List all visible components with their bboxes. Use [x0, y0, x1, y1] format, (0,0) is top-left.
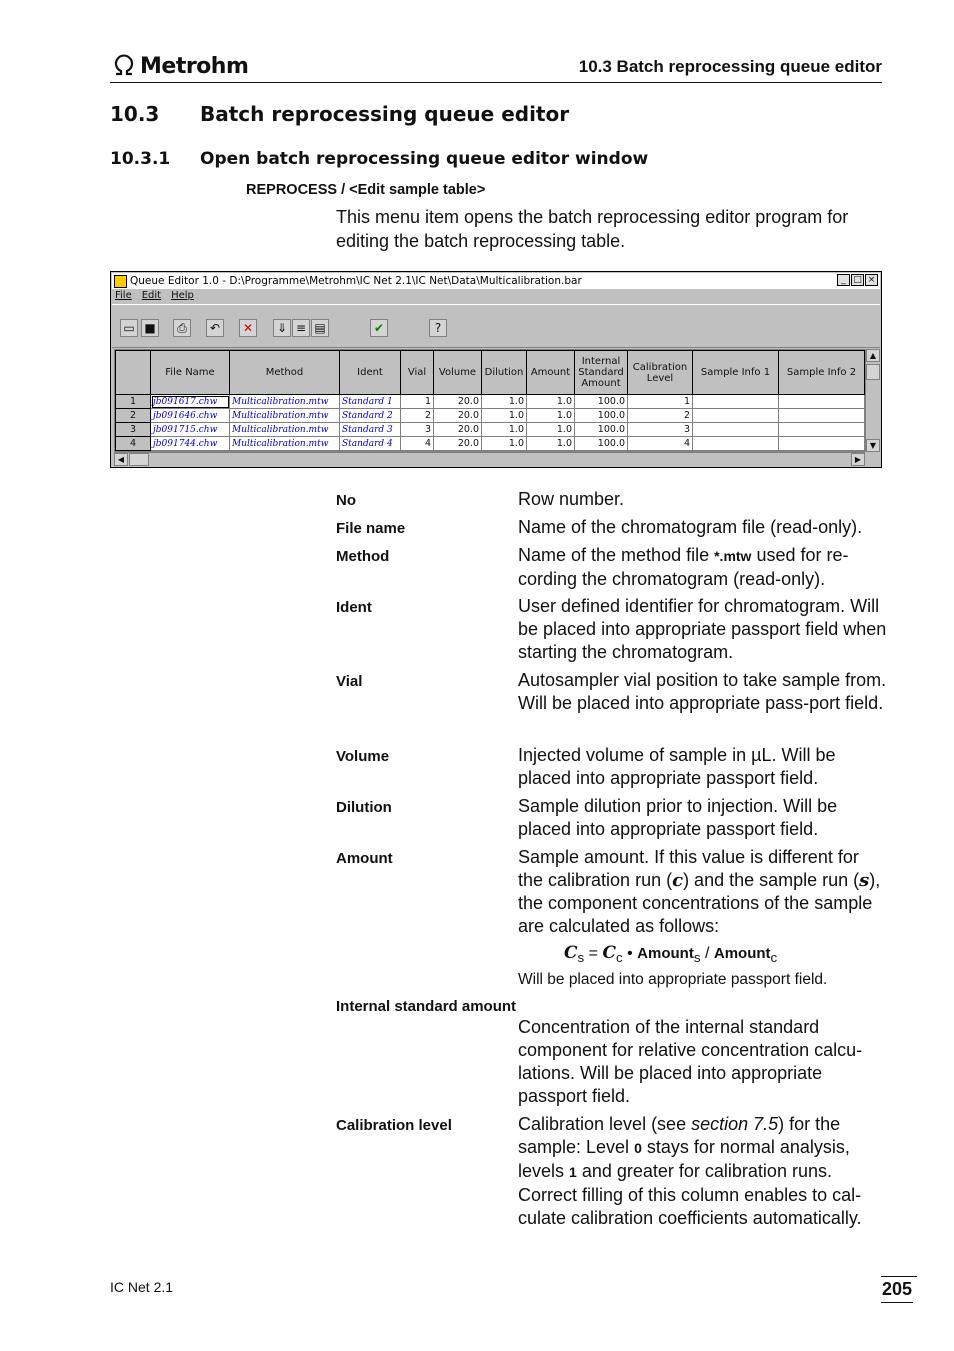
amount-cell[interactable]: 1.0	[527, 395, 575, 409]
dilution-cell[interactable]: 1.0	[482, 395, 527, 409]
section-heading: 10.3 Batch reprocessing queue editor	[110, 102, 570, 126]
column-header[interactable]: Vial	[401, 351, 434, 395]
vial-cell[interactable]: 3	[401, 423, 434, 437]
column-header[interactable]: Sample Info 2	[779, 351, 865, 395]
insert-row-icon[interactable]: ⇓	[273, 319, 291, 337]
column-header[interactable]: Ident	[340, 351, 401, 395]
menu-help[interactable]: Help	[171, 290, 194, 301]
def-no: Row number.	[518, 489, 625, 509]
method-cell[interactable]: Multicalibration.mtw	[230, 437, 340, 451]
table-row[interactable]	[116, 395, 865, 409]
window-title: Queue Editor 1.0 - D:\Programme\Metrohm\IC Net 2.1\IC Net\Data\Multicalibration.bar	[130, 275, 582, 287]
def-internal-standard-amount: Concentration of the internal standard component for relative concentration calcu-lations. Will be placed into appropriate passport field.	[518, 1017, 863, 1106]
def-vial: Autosampler vial position to take sample from. Will be placed into appropriate pass-port field.	[518, 670, 887, 713]
check-icon[interactable]: ✔	[370, 319, 388, 337]
method-cell[interactable]: Multicalibration.mtw	[230, 423, 340, 437]
minimize-button[interactable]: _	[837, 274, 850, 286]
file-cell[interactable]: jb091646.chw	[151, 409, 230, 423]
info1-cell[interactable]	[693, 423, 779, 437]
info1-cell[interactable]	[693, 437, 779, 451]
info2-cell[interactable]	[779, 437, 865, 451]
print-icon[interactable]: ⎙	[173, 319, 191, 337]
undo-icon[interactable]: ↶	[206, 319, 224, 337]
file-cell[interactable]: jb091744.chw	[151, 437, 230, 451]
isa-cell[interactable]: 100.0	[575, 395, 628, 409]
ident-cell[interactable]: Standard 4	[340, 437, 401, 451]
level-cell[interactable]: 4	[628, 437, 693, 451]
column-header[interactable]: Method	[230, 351, 340, 395]
term-dilution: Dilution	[336, 799, 392, 816]
volume-cell[interactable]: 20.0	[434, 409, 482, 423]
column-header[interactable]: Calibration Level	[628, 351, 693, 395]
amount-cell[interactable]: 1.0	[527, 423, 575, 437]
metrohm-logo	[110, 52, 248, 80]
amount-formula: $C_s = C_c$ • Amount$_s$ / Amount$_c$	[564, 943, 778, 966]
dilution-cell[interactable]: 1.0	[482, 437, 527, 451]
hscroll-thumb[interactable]	[129, 453, 149, 466]
info1-cell[interactable]	[693, 409, 779, 423]
running-head: 10.3 Batch reprocessing queue editor	[578, 57, 882, 76]
term-internal-standard-amount: Internal standard amount	[336, 998, 517, 1015]
window-titlebar[interactable]	[112, 273, 880, 289]
method-cell[interactable]: Multicalibration.mtw	[230, 409, 340, 423]
vertical-scrollbar[interactable]	[865, 349, 881, 452]
section-reference: section 7.5	[691, 1114, 779, 1134]
dilution-cell[interactable]: 1.0	[482, 409, 527, 423]
scroll-down-icon[interactable]: ▼	[866, 439, 880, 452]
vial-cell[interactable]: 2	[401, 409, 434, 423]
def-volume: Injected volume of sample in µL. Will be placed into appropriate passport field.	[518, 745, 836, 788]
column-header[interactable]: File Name	[151, 351, 230, 395]
term-method: Method	[336, 548, 390, 565]
column-header[interactable]: Internal Standard Amount	[575, 351, 628, 395]
open-icon[interactable]: ▭	[120, 319, 138, 337]
method-cell[interactable]: Multicalibration.mtw	[230, 395, 340, 409]
ident-cell[interactable]: Standard 1	[340, 395, 401, 409]
column-header[interactable]: Amount	[527, 351, 575, 395]
term-no: No	[336, 492, 356, 509]
isa-cell[interactable]: 100.0	[575, 437, 628, 451]
row-number[interactable]: 3	[116, 423, 151, 437]
maximize-button[interactable]: □	[851, 274, 864, 286]
omega-logo-icon	[110, 52, 138, 80]
file-cell[interactable]: jb091715.chw	[151, 423, 230, 437]
level-cell[interactable]: 3	[628, 423, 693, 437]
term-file-name: File name	[336, 520, 406, 537]
vial-cell[interactable]: 4	[401, 437, 434, 451]
scroll-left-icon[interactable]: ◀	[114, 453, 128, 466]
isa-cell[interactable]: 100.0	[575, 423, 628, 437]
amount-note: Will be placed into appropriate passport field.	[518, 971, 828, 988]
ident-cell[interactable]: Standard 3	[340, 423, 401, 437]
level-cell[interactable]: 2	[628, 409, 693, 423]
page-number-rule	[881, 1276, 917, 1277]
scroll-up-icon[interactable]: ▲	[866, 349, 880, 362]
menu-file[interactable]: File	[115, 290, 132, 301]
def-method: Name of the method file *.mtw used for re-cording the chromatogram (read-only).	[518, 545, 849, 589]
corner-header	[116, 351, 151, 395]
help-icon[interactable]: ?	[429, 319, 447, 337]
def-ident: User defined identifier for chromatogram. Will be placed into appropriate passport field when starting the chromatogram.	[518, 596, 887, 662]
def-file-name: Name of the chromatogram file (read-only).	[518, 517, 863, 537]
subsection-heading: 10.3.1 Open batch reprocessing queue editor window	[110, 149, 649, 169]
toolbar	[112, 304, 880, 348]
volume-cell[interactable]: 20.0	[434, 437, 482, 451]
volume-cell[interactable]: 20.0	[434, 395, 482, 409]
row-number[interactable]: 4	[116, 437, 151, 451]
fill-down-icon[interactable]: ≡	[292, 319, 310, 337]
term-vial: Vial	[336, 673, 363, 690]
info2-cell[interactable]	[779, 423, 865, 437]
menu-bar	[115, 290, 194, 301]
amount-cell[interactable]: 1.0	[527, 437, 575, 451]
app-icon	[114, 275, 127, 288]
footer-product: IC Net 2.1	[110, 1279, 174, 1295]
menu-path: REPROCESS / <Edit sample table>	[246, 182, 486, 198]
brand-name: Metrohm	[140, 53, 249, 79]
page-number: 205	[881, 1279, 913, 1303]
delete-icon[interactable]: ✕	[239, 319, 257, 337]
info2-cell[interactable]	[779, 395, 865, 409]
copy-rows-icon[interactable]: ▤	[311, 319, 329, 337]
save-icon[interactable]: ■	[141, 319, 159, 337]
sample-table	[114, 349, 881, 452]
intro-paragraph: This menu item opens the batch reprocessing editor program for editing the batch reprocessing table.	[336, 207, 849, 251]
table-row[interactable]	[116, 437, 865, 451]
def-dilution: Sample dilution prior to injection. Will be placed into appropriate passport field.	[518, 796, 838, 839]
queue-editor-window	[110, 271, 882, 468]
isa-cell[interactable]: 100.0	[575, 409, 628, 423]
column-header[interactable]: Dilution	[482, 351, 527, 395]
horizontal-scrollbar[interactable]	[114, 452, 865, 466]
table-header-row	[116, 351, 865, 395]
vial-cell[interactable]: 1	[401, 395, 434, 409]
column-header[interactable]: Sample Info 1	[693, 351, 779, 395]
info2-cell[interactable]	[779, 409, 865, 423]
scroll-thumb[interactable]	[866, 364, 880, 380]
term-calibration-level: Calibration level	[336, 1117, 452, 1134]
volume-cell[interactable]: 20.0	[434, 423, 482, 437]
term-amount: Amount	[336, 850, 393, 867]
header-rule	[110, 82, 882, 83]
row-number[interactable]: 2	[116, 409, 151, 423]
def-calibration-level: Calibration level (see section 7.5) for the sample: Level 0 stays for normal analysis, levels 1 and greater for calibration runs. Correct filling of this column enables to cal-culate calibration coefficients automatically.	[518, 1114, 862, 1228]
info1-cell[interactable]	[693, 395, 779, 409]
table-row[interactable]	[116, 423, 865, 437]
level-cell[interactable]: 1	[628, 395, 693, 409]
dilution-cell[interactable]: 1.0	[482, 423, 527, 437]
ident-cell[interactable]: Standard 2	[340, 409, 401, 423]
menu-edit[interactable]: Edit	[141, 290, 162, 301]
term-volume: Volume	[336, 748, 390, 765]
amount-cell[interactable]: 1.0	[527, 409, 575, 423]
def-amount: Sample amount. If this value is different for the calibration run (c) and the sample run (s), the component concentrations of the sample are calculated as follows:	[518, 847, 881, 936]
term-ident: Ident	[336, 599, 372, 616]
row-number[interactable]: 1	[116, 395, 151, 409]
scroll-right-icon[interactable]: ▶	[851, 453, 865, 466]
table-row[interactable]	[116, 409, 865, 423]
close-button[interactable]: ×	[865, 274, 878, 286]
file-cell[interactable]: jb091617.chw	[151, 395, 230, 409]
column-header[interactable]: Volume	[434, 351, 482, 395]
